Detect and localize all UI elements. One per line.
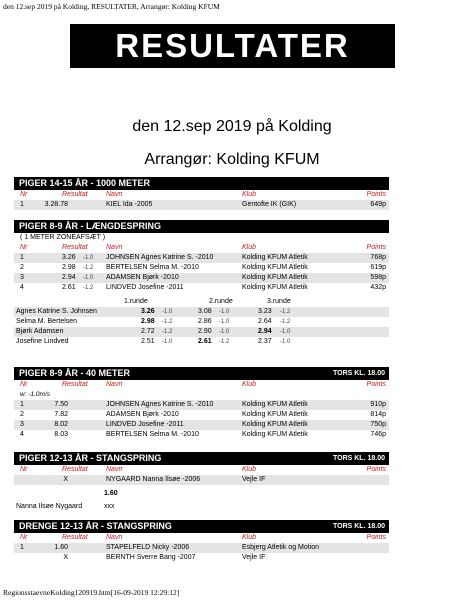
col-nr: Nr	[20, 191, 28, 198]
athlete-name: BERNTH Sverre Bang -2007	[106, 554, 196, 561]
result: 7.50	[54, 401, 68, 408]
col-club: Klub	[242, 191, 257, 198]
round-2-result: 2.61	[198, 338, 212, 345]
round-2-result: 2.90	[198, 328, 212, 335]
col-result: Resultat	[62, 191, 88, 198]
result-row	[14, 200, 389, 210]
col-name: Navn	[106, 191, 123, 198]
result-row	[14, 475, 389, 485]
place: 1	[20, 201, 24, 208]
event-title: PIGER 12-13 ÅR - STANGSPRING TORS KL. 18.00	[14, 452, 389, 465]
place: 3	[20, 421, 24, 428]
club: Kolding KFUM Atletik	[242, 401, 308, 408]
points: 619p	[370, 264, 386, 271]
column-header-row	[14, 190, 389, 200]
place: 1	[20, 254, 24, 261]
round-1-wind: -1.2	[162, 319, 173, 325]
place: 2	[20, 264, 24, 271]
club: Vejle IF	[242, 476, 266, 483]
col-result: Resultat	[62, 381, 88, 388]
round-2-header: 2.runde	[209, 298, 233, 305]
col-nr: Nr	[20, 244, 28, 251]
col-points: Points	[366, 466, 386, 473]
round-3-result: 3.23	[258, 308, 272, 315]
athlete-name: JOHNSEN Agnes Katrine S. -2010	[106, 401, 214, 408]
round-1-result: 2.72	[141, 328, 155, 335]
place: 1	[20, 544, 24, 551]
col-result: Resultat	[62, 244, 88, 251]
athlete-name: ADAMSEN Bjørk -2010	[106, 274, 179, 281]
column-header-row	[14, 380, 389, 390]
column-header-row	[14, 243, 389, 253]
club: Esbjerg Atletik og Motion	[242, 544, 320, 551]
column-header-row	[14, 533, 389, 543]
result: X	[63, 554, 68, 561]
col-club: Klub	[242, 466, 257, 473]
results-banner: RESULTATER	[70, 24, 395, 68]
place: 1	[20, 401, 24, 408]
result: 8.03	[54, 431, 68, 438]
result: X	[63, 476, 68, 483]
athlete-name: LINDVED Josefine -2011	[106, 284, 184, 291]
rounds-row	[14, 317, 389, 327]
wind-note: w: -1.0m/s	[20, 391, 50, 398]
col-points: Points	[366, 534, 386, 541]
result: 3.28.78	[44, 201, 68, 208]
col-club: Klub	[242, 381, 257, 388]
result-row	[14, 253, 389, 263]
event-time: TORS KL. 18.00	[332, 523, 385, 530]
rounds-row	[14, 337, 389, 347]
col-result: Resultat	[62, 466, 88, 473]
round-3-header: 3.runde	[267, 298, 291, 305]
round-1-header: 1.runde	[124, 298, 148, 305]
footer-line: RegionsstaevneKolding120919.htm[16-09-2019 12:29:12]	[3, 588, 180, 597]
points: 750p	[370, 421, 386, 428]
heights-header-row	[14, 489, 389, 499]
event-section	[14, 220, 389, 347]
col-club: Klub	[242, 534, 257, 541]
result: 3.26	[62, 254, 76, 261]
height-attempts: xxx	[104, 503, 115, 510]
points: 814p	[370, 411, 386, 418]
result-row	[14, 420, 389, 430]
athlete-name: Nanna Ilsøe Nygaard	[16, 503, 83, 510]
athlete-name: Agnes Katrine S. Johnsen	[16, 308, 97, 315]
round-1-wind: -1.0	[162, 339, 173, 345]
wind: -1.0	[83, 275, 94, 281]
round-3-result: 2.64	[258, 318, 272, 325]
result-row	[14, 553, 389, 563]
place: 4	[20, 284, 24, 291]
height-header: 1.60	[104, 490, 118, 497]
event-time: TORS KL. 18.00	[332, 455, 385, 462]
col-name: Navn	[106, 534, 123, 541]
col-result: Resultat	[62, 534, 88, 541]
round-1-wind: -1.0	[162, 309, 173, 315]
col-points: Points	[366, 191, 386, 198]
points: 910p	[370, 401, 386, 408]
wind: -1.2	[83, 285, 94, 291]
result: 2.94	[62, 274, 76, 281]
wind: -1.2	[83, 265, 94, 271]
round-3-result: 2.37	[258, 338, 272, 345]
athlete-name: Josefine Lindved	[16, 338, 69, 345]
points: 598p	[370, 274, 386, 281]
event-section	[14, 452, 389, 512]
round-2-wind: -1.0	[219, 329, 230, 335]
round-3-wind: -1.0	[280, 339, 291, 345]
rounds-row	[14, 307, 389, 317]
date-line: den 12.sep 2019 på Kolding	[132, 118, 332, 135]
result: 2.98	[62, 264, 76, 271]
points: 432p	[370, 284, 386, 291]
result-row	[14, 263, 389, 273]
col-name: Navn	[106, 466, 123, 473]
event-title: PIGER 8-9 ÅR - 40 METER TORS KL. 18.00	[14, 367, 389, 380]
athlete-name: ADAMSEN Bjørk -2010	[106, 411, 179, 418]
athlete-name: JOHNSEN Agnes Katrine S. -2010	[106, 254, 214, 261]
heights-row	[14, 502, 389, 512]
event-section	[14, 520, 389, 563]
result-row	[14, 410, 389, 420]
round-3-wind: -1.2	[280, 309, 291, 315]
round-1-result: 2.51	[141, 338, 155, 345]
club: Kolding KFUM Atletik	[242, 431, 308, 438]
athlete-name: Bjørk Adamsen	[16, 328, 64, 335]
event-title: PIGER 14-15 ÅR - 1000 METER	[14, 177, 389, 190]
round-3-wind: -1.0	[280, 329, 291, 335]
athlete-name: BERTELSEN Selma M. -2010	[106, 431, 199, 438]
round-2-wind: -1.0	[219, 319, 230, 325]
round-3-wind: -1.2	[280, 319, 291, 325]
athlete-name: NYGAARD Nanna Ilsøe -2006	[106, 476, 201, 483]
result-row	[14, 543, 389, 553]
col-club: Klub	[242, 244, 257, 251]
athlete-name: KIEL Ida -2005	[106, 201, 153, 208]
col-points: Points	[366, 244, 386, 251]
club: Kolding KFUM Atletik	[242, 284, 308, 291]
athlete-name: LINDVED Josefine -2011	[106, 421, 184, 428]
club: Kolding KFUM Atletik	[242, 421, 308, 428]
round-2-wind: -1.2	[219, 339, 230, 345]
rounds-row	[14, 327, 389, 337]
club: Vejle IF	[242, 554, 266, 561]
athlete-name: STAPELFELD Nicky -2006	[106, 544, 190, 551]
event-note: ( 1 METER ZONEAFSÆT )	[20, 234, 106, 241]
round-2-result: 2.86	[198, 318, 212, 325]
result: 1.60	[54, 544, 68, 551]
place: 2	[20, 411, 24, 418]
place: 3	[20, 274, 24, 281]
event-title: DRENGE 12-13 ÅR - STANGSPRING TORS KL. 18.00	[14, 520, 389, 533]
event-time: TORS KL. 18.00	[332, 370, 385, 377]
points: 768p	[370, 254, 386, 261]
points: 746p	[370, 431, 386, 438]
rounds-header-row	[14, 297, 389, 307]
result-row	[14, 430, 389, 440]
result-row	[14, 273, 389, 283]
round-1-result: 2.98	[141, 318, 155, 325]
result: 2.61	[62, 284, 76, 291]
col-points: Points	[366, 381, 386, 388]
club: Kolding KFUM Atletik	[242, 254, 308, 261]
col-nr: Nr	[20, 381, 28, 388]
event-title: PIGER 8-9 ÅR - LÆNGDESPRING	[14, 220, 389, 233]
event-section	[14, 177, 389, 210]
result: 7.82	[54, 411, 68, 418]
club: Gentofte IK (GIK)	[242, 201, 297, 208]
header-line: den 12.sep 2019 på Kolding, RESULTATER, Arrangør: Kolding KFUM	[3, 2, 220, 11]
col-nr: Nr	[20, 534, 28, 541]
result: 8.02	[54, 421, 68, 428]
round-1-result: 3.26	[141, 308, 155, 315]
organizer-line: Arrangør: Kolding KFUM	[144, 151, 320, 168]
athlete-name: BERTELSEN Selma M. -2010	[106, 264, 199, 271]
event-section	[14, 367, 389, 440]
athlete-name: Selma M. Bertelsen	[16, 318, 78, 325]
col-nr: Nr	[20, 466, 28, 473]
club: Kolding KFUM Atletik	[242, 274, 308, 281]
club: Kolding KFUM Atletik	[242, 411, 308, 418]
round-3-result: 2.94	[258, 328, 272, 335]
points: 649p	[370, 201, 386, 208]
place: 4	[20, 431, 24, 438]
round-1-wind: -1.2	[162, 329, 173, 335]
club: Kolding KFUM Atletik	[242, 264, 308, 271]
result-row	[14, 400, 389, 410]
column-header-row	[14, 465, 389, 475]
wind: -1.0	[83, 255, 94, 261]
result-row	[14, 283, 389, 293]
col-name: Navn	[106, 244, 123, 251]
round-2-result: 3.08	[198, 308, 212, 315]
col-name: Navn	[106, 381, 123, 388]
round-2-wind: -1.0	[219, 309, 230, 315]
